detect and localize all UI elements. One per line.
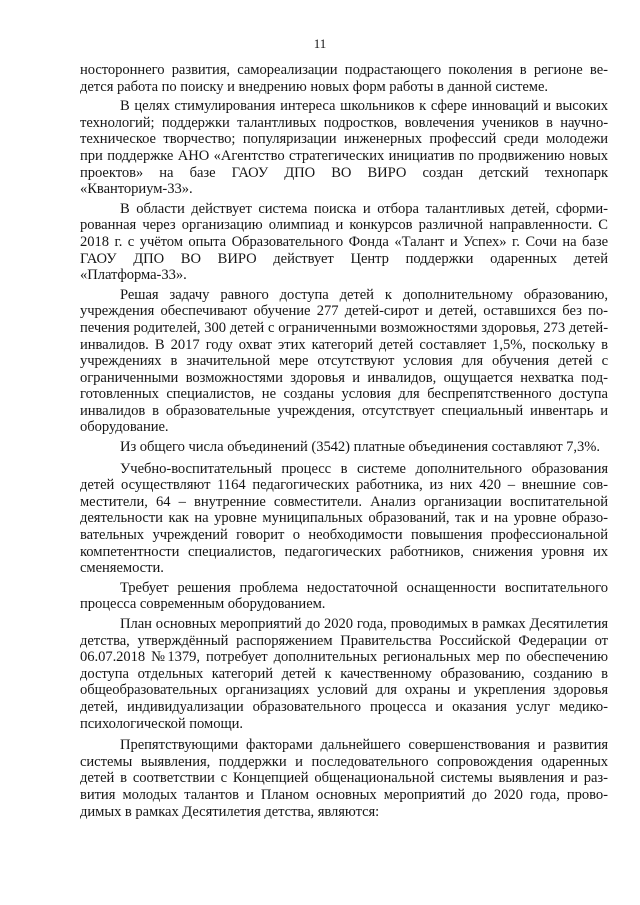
document-body: [80, 62, 608, 823]
paragraph-decade-plan: План основных мероприятий до 2020 года, проводимых в рамках Десятилетия детства, утверждённый распоряжением Правительства Российской Федерации от 06.07.2018 №1379, потребует дополнительных региональных мер по обеспечению доступа отдельных категорий детей к качественному образованию, созданию в общеобразовательных организациях условий для охраны и укрепления здоровья детей, индивидуализации образовательного процесса и оказания услуг медико-психологической помощи.: [80, 616, 608, 732]
paragraph-equal-access: Решая задачу равного доступа детей к дополнительному образованию, учреждения обеспечивают обучение 277 детей-сирот и детей, оставшихся без попечения родителей, 300 детей с ограниченными возможностями здоровья, 273 детей-инвалидов. В 2017 году охват этих категорий детей составляет 1,5%, поскольку в учреждениях в значительной мере отсутствуют условия для обучения детей с ограниченными возможностями здоровья и инвалидов, ощущается нехватка подготовленных специалистов, не созданы условия для беспрепятственного доступа инвалидов в образовательные учреждения, отсутствует специальный инвентарь и оборудование.: [80, 286, 608, 436]
paragraph-paid-associations: Из общего числа объединений (3542) платные объединения составляют 7,3%.: [120, 439, 600, 456]
paragraph-obstacles: Препятствующими факторами дальнейшего совершенствования и развития системы выявления, поддержки и последовательного сопровождения одаренных детей в соответствии с Концепцией общенациональной системы выявления и развития молодых талантов и Планом основных мероприятий до 2020 года, проводимых в рамках Десятилетия детства, являются:: [80, 737, 608, 820]
paragraph-continuation: ностороннего развития, самореализации подрастающего поколения в регионе ведется работа по поиску и внедрению новых форм работы в данной системе.: [80, 62, 608, 95]
paragraph-talent-search: В области действует система поиска и отбора талантливых детей, сформированная через организацию олимпиад и конкурсов различной направленности. С 2018 г. с учётом опыта Образовательного Фонда «Талант и Успех» г. Сочи на базе ГАОУ ДПО ВО ВИРО действует Центр поддержки одаренных детей «Платформа-33».: [80, 200, 608, 284]
paragraph-kvantorium: В целях стимулирования интереса школьников к сфере инноваций и высоких технологий; поддержки талантливых подростков, вовлечения учеников в научно-техническое творчество; популяризации инженерных профессий среди молодежи при поддержке АНО «Агентство стратегических инициатив по продвижению новых проектов» на базе ГАОУ ДПО ВО ВИРО создан детский технопарк «Кванториум-33».: [80, 98, 608, 198]
page-number: 11: [313, 36, 327, 51]
paragraph-equipment: Требует решения проблема недостаточной оснащенности воспитательного процесса современным оборудованием.: [80, 579, 608, 613]
paragraph-staff: Учебно-воспитательный процесс в системе дополнительного образования детей осуществляют 1164 педагогических работника, из них 420 – внешние совместители, 64 – внутренние совместители. Анализ организации воспитательной деятельности как на уровне муниципальных образований, так и на уровне образовательных учреждений говорит о необходимости повышения профессиональной компетентности специалистов, педагогических работников, снижения уровня их сменяемости.: [80, 460, 608, 577]
